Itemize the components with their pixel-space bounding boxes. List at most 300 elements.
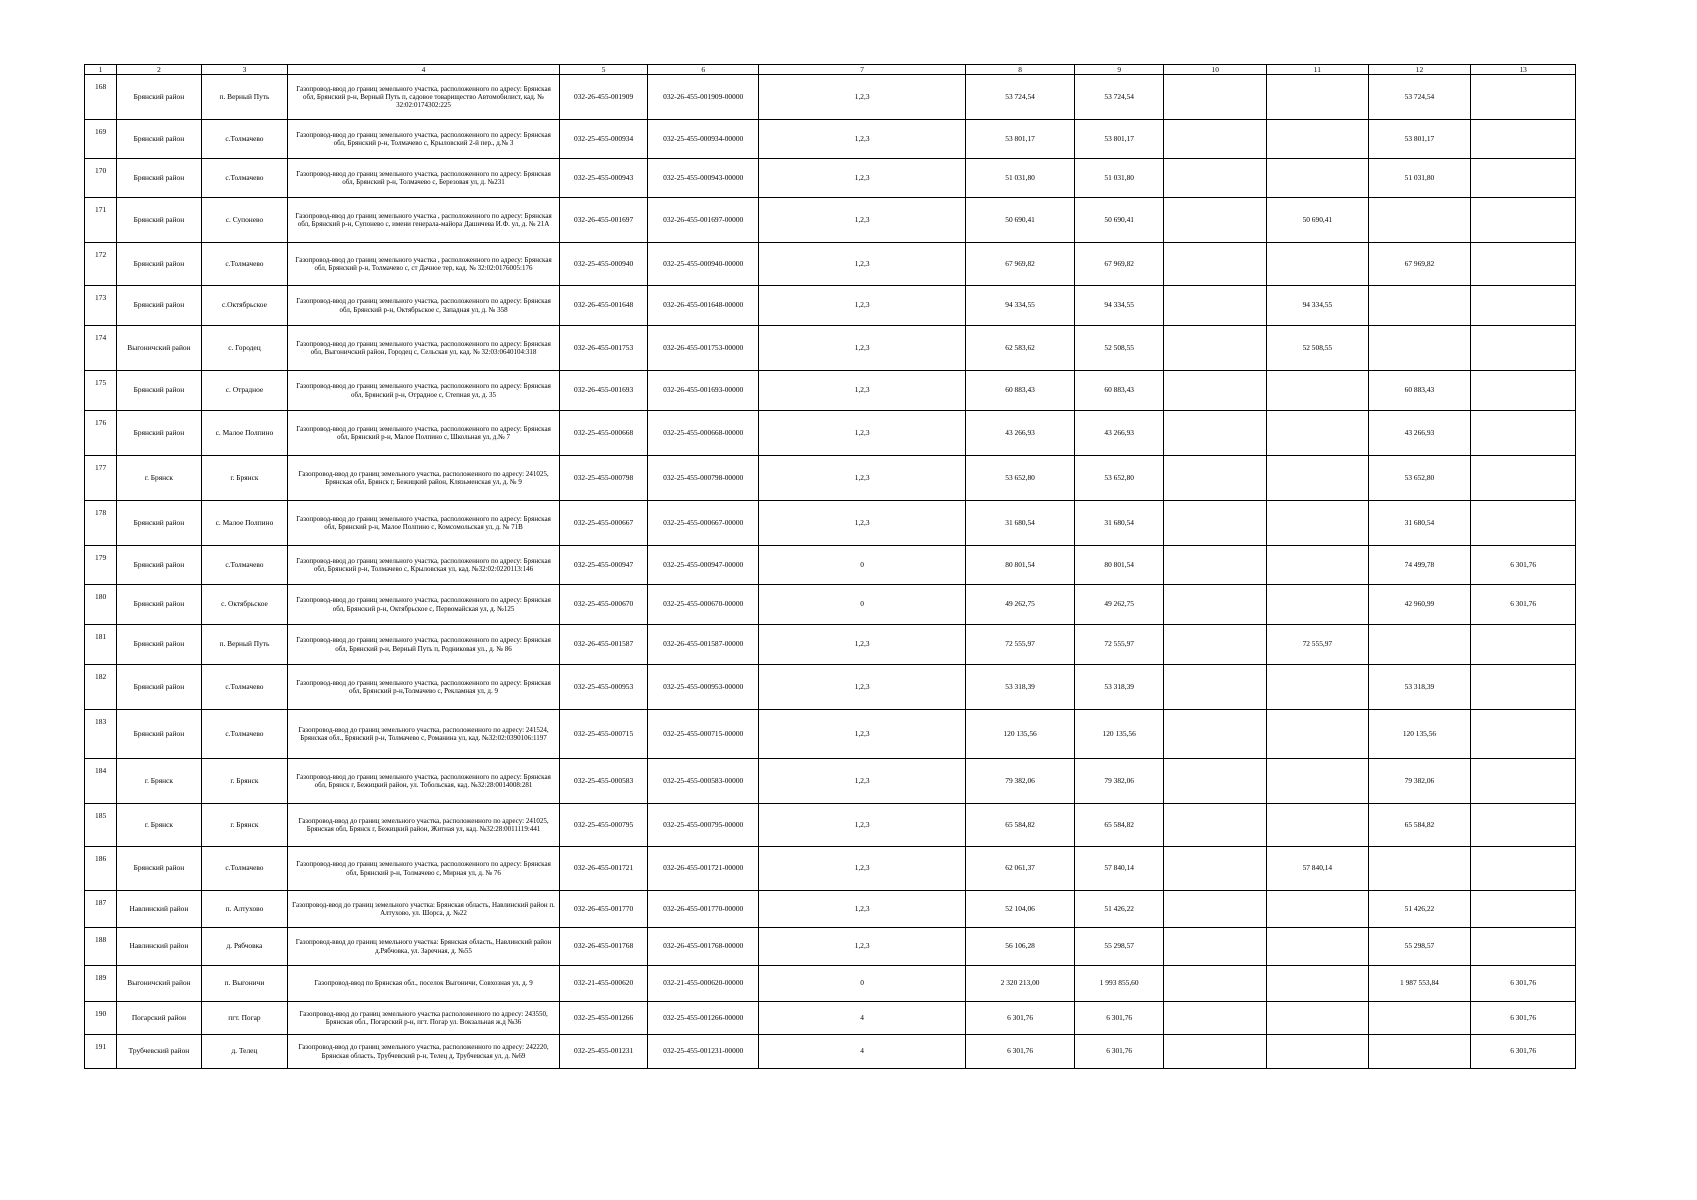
value-col-8-cell: 120 135,56 — [966, 710, 1075, 759]
value-col-9-cell: 51 426,22 — [1074, 891, 1164, 928]
inventory-number-cell: 032-25-455-001231 — [559, 1035, 648, 1069]
value-col-12-cell: 42 960,99 — [1368, 585, 1471, 625]
row-number-cell: 173 — [85, 286, 117, 326]
locality-cell: с.Толмачево — [201, 243, 288, 286]
value-col-8-cell: 52 104,06 — [966, 891, 1075, 928]
table-row — [85, 159, 1576, 198]
category-cell: 1,2,3 — [759, 804, 966, 847]
table-row — [85, 625, 1576, 665]
value-col-11-cell — [1267, 546, 1369, 585]
district-cell: Навлинский район — [117, 891, 202, 928]
object-description-cell: Газопровод-ввод до границ земельного участка, расположенного по адресу: Брянская обл, Брянский р-н, Октябрьское с, Западная ул, д. № 358 — [288, 286, 560, 326]
value-col-12-cell: 53 801,17 — [1368, 120, 1471, 159]
locality-cell: пгт. Погар — [201, 1002, 288, 1035]
value-col-8-cell: 72 555,97 — [966, 625, 1075, 665]
category-cell: 1,2,3 — [759, 501, 966, 546]
row-number-cell: 175 — [85, 371, 117, 411]
district-cell: Брянский район — [117, 625, 202, 665]
inventory-number-cell: 032-25-455-000667 — [559, 501, 648, 546]
value-col-10-cell — [1164, 804, 1267, 847]
table-row — [85, 546, 1576, 585]
table-row — [85, 501, 1576, 546]
locality-cell: с.Толмачево — [201, 710, 288, 759]
table-row — [85, 891, 1576, 928]
value-col-11-cell — [1267, 891, 1369, 928]
inventory-number-cell: 032-26-455-001587 — [559, 625, 648, 665]
object-description-cell: Газопровод-ввод по Брянская обл., поселок Выгоничи, Совхозная ул, д. 9 — [288, 966, 560, 1002]
object-code-cell: 032-26-455-001909-00000 — [648, 75, 759, 120]
object-description-cell: Газопровод-ввод до границ земельного участка, расположенного по адресу: Брянская обл, Брянск г, Бежицкий район, ул. Тобольская, кад. №32:28:0014008:281 — [288, 759, 560, 804]
locality-cell: с. Супонево — [201, 198, 288, 243]
value-col-9-cell: 120 135,56 — [1074, 710, 1164, 759]
value-col-12-cell — [1368, 198, 1471, 243]
inventory-number-cell: 032-25-455-000934 — [559, 120, 648, 159]
value-col-10-cell — [1164, 710, 1267, 759]
gas-pipeline-register-table — [84, 64, 1576, 1069]
category-cell: 1,2,3 — [759, 759, 966, 804]
value-col-12-cell: 53 318,39 — [1368, 665, 1471, 710]
object-description-cell: Газопровод-ввод до границ земельного участка, расположенного по адресу: 241025, Брянская обл, Брянск г, Бежицкий район, Житная ул, кад. №32:28:0011119:441 — [288, 804, 560, 847]
category-cell: 0 — [759, 585, 966, 625]
value-col-12-cell — [1368, 847, 1471, 891]
row-number-cell: 190 — [85, 1002, 117, 1035]
object-description-cell: Газопровод-ввод до границ земельного участка, расположенного по адресу: Брянская обл, Брянский р-н, Малое Полпино с, Комсомольская ул, д. № 71В — [288, 501, 560, 546]
locality-cell: п. Верный Путь — [201, 75, 288, 120]
category-cell: 1,2,3 — [759, 286, 966, 326]
value-col-13-cell — [1471, 891, 1576, 928]
value-col-11-cell — [1267, 501, 1369, 546]
value-col-9-cell: 53 652,80 — [1074, 456, 1164, 501]
value-col-10-cell — [1164, 665, 1267, 710]
value-col-13-cell — [1471, 411, 1576, 456]
value-col-13-cell — [1471, 928, 1576, 966]
table-row — [85, 759, 1576, 804]
category-cell: 1,2,3 — [759, 928, 966, 966]
district-cell: Навлинский район — [117, 928, 202, 966]
row-number-cell: 169 — [85, 120, 117, 159]
value-col-9-cell: 6 301,76 — [1074, 1002, 1164, 1035]
object-code-cell: 032-25-455-000943-00000 — [648, 159, 759, 198]
value-col-10-cell — [1164, 585, 1267, 625]
row-number-cell: 182 — [85, 665, 117, 710]
value-col-10-cell — [1164, 1002, 1267, 1035]
district-cell: Выгоничский район — [117, 966, 202, 1002]
value-col-9-cell: 55 298,57 — [1074, 928, 1164, 966]
row-number-cell: 183 — [85, 710, 117, 759]
value-col-13-cell: 6 301,76 — [1471, 546, 1576, 585]
value-col-10-cell — [1164, 759, 1267, 804]
district-cell: Брянский район — [117, 75, 202, 120]
object-code-cell: 032-25-455-000947-00000 — [648, 546, 759, 585]
column-number-header: 5 — [559, 65, 648, 75]
object-code-cell: 032-25-455-000583-00000 — [648, 759, 759, 804]
value-col-8-cell: 56 106,28 — [966, 928, 1075, 966]
value-col-13-cell — [1471, 326, 1576, 371]
column-number-header: 6 — [648, 65, 759, 75]
value-col-12-cell: 31 680,54 — [1368, 501, 1471, 546]
value-col-8-cell: 49 262,75 — [966, 585, 1075, 625]
object-description-cell: Газопровод-ввод до границ земельного участка расположенного по адресу: 243550, Брянская обл., Погарский р-н, пгт. Погар ул. Вокзальная ж.д №36 — [288, 1002, 560, 1035]
table-row — [85, 710, 1576, 759]
value-col-13-cell — [1471, 625, 1576, 665]
inventory-number-cell: 032-26-455-001697 — [559, 198, 648, 243]
inventory-number-cell: 032-25-455-000668 — [559, 411, 648, 456]
table-body — [85, 75, 1576, 1069]
value-col-8-cell: 53 801,17 — [966, 120, 1075, 159]
value-col-8-cell: 65 584,82 — [966, 804, 1075, 847]
object-description-cell: Газопровод-ввод до границ земельного участка, расположенного по адресу: Брянская обл, Брянский р-н, Малое Полпино с, Школьная ул, д.№ 7 — [288, 411, 560, 456]
locality-cell: г. Брянск — [201, 759, 288, 804]
locality-cell: с.Толмачево — [201, 120, 288, 159]
inventory-number-cell: 032-25-455-000670 — [559, 585, 648, 625]
category-cell: 1,2,3 — [759, 710, 966, 759]
value-col-8-cell: 2 320 213,00 — [966, 966, 1075, 1002]
value-col-10-cell — [1164, 411, 1267, 456]
value-col-11-cell: 94 334,55 — [1267, 286, 1369, 326]
value-col-8-cell: 94 334,55 — [966, 286, 1075, 326]
district-cell: Трубчевский район — [117, 1035, 202, 1069]
category-cell: 1,2,3 — [759, 198, 966, 243]
object-code-cell: 032-26-455-001693-00000 — [648, 371, 759, 411]
object-code-cell: 032-25-455-000668-00000 — [648, 411, 759, 456]
inventory-number-cell: 032-25-455-001266 — [559, 1002, 648, 1035]
value-col-9-cell: 51 031,80 — [1074, 159, 1164, 198]
inventory-number-cell: 032-25-455-000947 — [559, 546, 648, 585]
row-number-cell: 171 — [85, 198, 117, 243]
inventory-number-cell: 032-26-455-001768 — [559, 928, 648, 966]
row-number-cell: 178 — [85, 501, 117, 546]
table-header — [85, 65, 1576, 75]
value-col-8-cell: 6 301,76 — [966, 1035, 1075, 1069]
column-number-header: 1 — [85, 65, 117, 75]
object-description-cell: Газопровод-ввод до границ земельного участка , расположенного по адресу: Брянская обл, Брянский р-н, Супонево с, имени генерала-майора Дашичева И.Ф. ул, д. № 21А — [288, 198, 560, 243]
value-col-12-cell: 120 135,56 — [1368, 710, 1471, 759]
value-col-12-cell — [1368, 625, 1471, 665]
category-cell: 1,2,3 — [759, 243, 966, 286]
value-col-13-cell — [1471, 759, 1576, 804]
value-col-12-cell: 51 031,80 — [1368, 159, 1471, 198]
value-col-11-cell — [1267, 585, 1369, 625]
value-col-13-cell: 6 301,76 — [1471, 1002, 1576, 1035]
district-cell: г. Брянск — [117, 804, 202, 847]
value-col-10-cell — [1164, 546, 1267, 585]
value-col-11-cell: 50 690,41 — [1267, 198, 1369, 243]
value-col-11-cell — [1267, 710, 1369, 759]
category-cell: 1,2,3 — [759, 665, 966, 710]
value-col-10-cell — [1164, 286, 1267, 326]
object-description-cell: Газопровод-ввод до границ земельного участка, расположенного по адресу: 241025, Брянская обл, Брянск г, Бежицкий район, Клязьменская ул, д. № 9 — [288, 456, 560, 501]
value-col-9-cell: 53 724,54 — [1074, 75, 1164, 120]
category-cell: 1,2,3 — [759, 326, 966, 371]
row-number-cell: 177 — [85, 456, 117, 501]
value-col-12-cell: 55 298,57 — [1368, 928, 1471, 966]
object-description-cell: Газопровод-ввод до границ земельного участка, расположенного по адресу: Брянская обл, Выгоничский район, Городец с, Сельская ул, кад. № 32:03:0640104:318 — [288, 326, 560, 371]
value-col-13-cell — [1471, 286, 1576, 326]
category-cell: 4 — [759, 1002, 966, 1035]
value-col-13-cell — [1471, 120, 1576, 159]
value-col-11-cell — [1267, 371, 1369, 411]
column-number-header: 8 — [966, 65, 1075, 75]
row-number-cell: 172 — [85, 243, 117, 286]
district-cell: Брянский район — [117, 198, 202, 243]
row-number-cell: 176 — [85, 411, 117, 456]
column-number-header: 11 — [1267, 65, 1369, 75]
table-row — [85, 1035, 1576, 1069]
category-cell: 1,2,3 — [759, 159, 966, 198]
row-number-cell: 187 — [85, 891, 117, 928]
table-row — [85, 847, 1576, 891]
value-col-8-cell: 53 724,54 — [966, 75, 1075, 120]
table-row — [85, 243, 1576, 286]
value-col-9-cell: 6 301,76 — [1074, 1035, 1164, 1069]
object-code-cell: 032-25-455-000940-00000 — [648, 243, 759, 286]
district-cell: Брянский район — [117, 159, 202, 198]
column-number-header: 7 — [759, 65, 966, 75]
value-col-11-cell — [1267, 120, 1369, 159]
column-number-row — [85, 65, 1576, 75]
value-col-13-cell: 6 301,76 — [1471, 585, 1576, 625]
value-col-11-cell — [1267, 159, 1369, 198]
district-cell: Брянский район — [117, 710, 202, 759]
locality-cell: г. Брянск — [201, 456, 288, 501]
value-col-13-cell — [1471, 804, 1576, 847]
value-col-11-cell — [1267, 75, 1369, 120]
object-description-cell: Газопровод-ввод до границ земельного участка , расположенного по адресу: Брянская обл, Брянский р-н, Толмачево с, ст Дачное тер, кад. № 32:02:0176005:176 — [288, 243, 560, 286]
inventory-number-cell: 032-25-455-000940 — [559, 243, 648, 286]
object-code-cell: 032-25-455-000795-00000 — [648, 804, 759, 847]
locality-cell: п. Выгоничи — [201, 966, 288, 1002]
object-description-cell: Газопровод-ввод до границ земельного участка, расположенного по адресу: Брянская обл, Брянский р-н, Толмачево с, Крыловская ул, кад. №32:02:0220113:146 — [288, 546, 560, 585]
value-col-12-cell — [1368, 1002, 1471, 1035]
row-number-cell: 185 — [85, 804, 117, 847]
category-cell: 1,2,3 — [759, 456, 966, 501]
value-col-8-cell: 53 318,39 — [966, 665, 1075, 710]
category-cell: 1,2,3 — [759, 75, 966, 120]
object-code-cell: 032-25-455-001266-00000 — [648, 1002, 759, 1035]
column-number-header: 3 — [201, 65, 288, 75]
object-code-cell: 032-25-455-000934-00000 — [648, 120, 759, 159]
category-cell: 1,2,3 — [759, 120, 966, 159]
column-number-header: 10 — [1164, 65, 1267, 75]
value-col-8-cell: 67 969,82 — [966, 243, 1075, 286]
inventory-number-cell: 032-25-455-000798 — [559, 456, 648, 501]
value-col-8-cell: 79 382,06 — [966, 759, 1075, 804]
value-col-12-cell: 65 584,82 — [1368, 804, 1471, 847]
object-description-cell: Газопровод-ввод до границ земельного участка, расположенного по адресу: 242220, Брянская область, Трубчевский р-н, Телец д, Трубчевская ул, д. №69 — [288, 1035, 560, 1069]
table-row — [85, 928, 1576, 966]
column-number-header: 12 — [1368, 65, 1471, 75]
value-col-8-cell: 62 583,62 — [966, 326, 1075, 371]
category-cell: 1,2,3 — [759, 625, 966, 665]
value-col-13-cell: 6 301,76 — [1471, 1035, 1576, 1069]
value-col-8-cell: 43 266,93 — [966, 411, 1075, 456]
inventory-number-cell: 032-25-455-000943 — [559, 159, 648, 198]
value-col-9-cell: 79 382,06 — [1074, 759, 1164, 804]
object-description-cell: Газопровод-ввод до границ земельного участка, расположенного по адресу: 241524, Брянская обл., Брянский р-н, Толмачево с, Романина ул, кад. №32:02:0390106:1197 — [288, 710, 560, 759]
value-col-10-cell — [1164, 326, 1267, 371]
object-description-cell: Газопровод-ввод до границ земельного участка, расположенного по адресу: Брянская обл, Брянский р-н, Верный Путь п, садовое товарищество Автомобилист, кад. № 32:02:0174302:225 — [288, 75, 560, 120]
locality-cell: с.Толмачево — [201, 159, 288, 198]
inventory-number-cell: 032-21-455-000620 — [559, 966, 648, 1002]
locality-cell: п. Алтухово — [201, 891, 288, 928]
value-col-13-cell: 6 301,76 — [1471, 966, 1576, 1002]
locality-cell: с.Октябрьское — [201, 286, 288, 326]
value-col-12-cell: 51 426,22 — [1368, 891, 1471, 928]
value-col-10-cell — [1164, 966, 1267, 1002]
value-col-11-cell — [1267, 928, 1369, 966]
district-cell: Брянский район — [117, 501, 202, 546]
column-number-header: 9 — [1074, 65, 1164, 75]
value-col-9-cell: 94 334,55 — [1074, 286, 1164, 326]
object-code-cell: 032-25-455-000953-00000 — [648, 665, 759, 710]
locality-cell: с. Отрадное — [201, 371, 288, 411]
table-row — [85, 665, 1576, 710]
value-col-13-cell — [1471, 501, 1576, 546]
object-code-cell: 032-25-455-001231-00000 — [648, 1035, 759, 1069]
row-number-cell: 191 — [85, 1035, 117, 1069]
object-code-cell: 032-26-455-001697-00000 — [648, 198, 759, 243]
value-col-9-cell: 53 318,39 — [1074, 665, 1164, 710]
value-col-13-cell — [1471, 847, 1576, 891]
row-number-cell: 188 — [85, 928, 117, 966]
inventory-number-cell: 032-26-455-001770 — [559, 891, 648, 928]
value-col-10-cell — [1164, 625, 1267, 665]
column-number-header: 13 — [1471, 65, 1576, 75]
row-number-cell: 168 — [85, 75, 117, 120]
locality-cell: д. Рябчовка — [201, 928, 288, 966]
value-col-12-cell: 1 987 553,84 — [1368, 966, 1471, 1002]
value-col-8-cell: 50 690,41 — [966, 198, 1075, 243]
inventory-number-cell: 032-26-455-001693 — [559, 371, 648, 411]
inventory-number-cell: 032-26-455-001753 — [559, 326, 648, 371]
object-description-cell: Газопровод-ввод до границ земельного участка, расположенного по адресу: Брянская обл, Брянский р-н, Толмачево с, Крыловский 2-й пер., д.№ 3 — [288, 120, 560, 159]
table-row — [85, 286, 1576, 326]
value-col-13-cell — [1471, 159, 1576, 198]
value-col-9-cell: 1 993 855,60 — [1074, 966, 1164, 1002]
value-col-9-cell: 49 262,75 — [1074, 585, 1164, 625]
locality-cell: с. Октябрьское — [201, 585, 288, 625]
row-number-cell: 186 — [85, 847, 117, 891]
row-number-cell: 189 — [85, 966, 117, 1002]
value-col-12-cell: 53 652,80 — [1368, 456, 1471, 501]
value-col-11-cell — [1267, 665, 1369, 710]
district-cell: Брянский район — [117, 546, 202, 585]
district-cell: Брянский район — [117, 371, 202, 411]
locality-cell: с.Толмачево — [201, 847, 288, 891]
value-col-10-cell — [1164, 75, 1267, 120]
value-col-11-cell — [1267, 1002, 1369, 1035]
value-col-10-cell — [1164, 847, 1267, 891]
value-col-13-cell — [1471, 665, 1576, 710]
locality-cell: д. Телец — [201, 1035, 288, 1069]
value-col-10-cell — [1164, 198, 1267, 243]
object-code-cell: 032-25-455-000670-00000 — [648, 585, 759, 625]
inventory-number-cell: 032-25-455-000715 — [559, 710, 648, 759]
table-row — [85, 1002, 1576, 1035]
category-cell: 0 — [759, 966, 966, 1002]
value-col-9-cell: 50 690,41 — [1074, 198, 1164, 243]
value-col-9-cell: 72 555,97 — [1074, 625, 1164, 665]
value-col-12-cell: 74 499,78 — [1368, 546, 1471, 585]
value-col-9-cell: 43 266,93 — [1074, 411, 1164, 456]
value-col-10-cell — [1164, 928, 1267, 966]
locality-cell: г. Брянск — [201, 804, 288, 847]
category-cell: 1,2,3 — [759, 847, 966, 891]
object-description-cell: Газопровод-ввод до границ земельного участка, расположенного по адресу: Брянская обл, Брянский р-н, Толмачево с, Березовая ул, д. №231 — [288, 159, 560, 198]
locality-cell: с. Малое Полпино — [201, 501, 288, 546]
locality-cell: п. Верный Путь — [201, 625, 288, 665]
value-col-11-cell: 57 840,14 — [1267, 847, 1369, 891]
value-col-9-cell: 52 508,55 — [1074, 326, 1164, 371]
inventory-number-cell: 032-25-455-000953 — [559, 665, 648, 710]
object-description-cell: Газопровод-ввод до границ земельного участка, расположенного по адресу: Брянская обл, Брянский р-н,Толмачево с, Рекламная ул, д. 9 — [288, 665, 560, 710]
inventory-number-cell: 032-25-455-000583 — [559, 759, 648, 804]
value-col-12-cell: 67 969,82 — [1368, 243, 1471, 286]
object-code-cell: 032-26-455-001648-00000 — [648, 286, 759, 326]
value-col-11-cell: 72 555,97 — [1267, 625, 1369, 665]
value-col-13-cell — [1471, 456, 1576, 501]
value-col-13-cell — [1471, 710, 1576, 759]
district-cell: Погарский район — [117, 1002, 202, 1035]
table-row — [85, 804, 1576, 847]
value-col-8-cell: 62 061,37 — [966, 847, 1075, 891]
value-col-8-cell: 60 883,43 — [966, 371, 1075, 411]
table-row — [85, 371, 1576, 411]
value-col-10-cell — [1164, 243, 1267, 286]
district-cell: Брянский район — [117, 585, 202, 625]
row-number-cell: 170 — [85, 159, 117, 198]
district-cell: Брянский район — [117, 120, 202, 159]
object-description-cell: Газопровод-ввод до границ земельного участка, расположенного по адресу: Брянская обл, Брянский р-н, Отрадное с, Степная ул, д. 35 — [288, 371, 560, 411]
value-col-8-cell: 31 680,54 — [966, 501, 1075, 546]
row-number-cell: 179 — [85, 546, 117, 585]
value-col-10-cell — [1164, 159, 1267, 198]
locality-cell: с. Малое Полпино — [201, 411, 288, 456]
object-code-cell: 032-26-455-001587-00000 — [648, 625, 759, 665]
value-col-12-cell: 60 883,43 — [1368, 371, 1471, 411]
inventory-number-cell: 032-25-455-000795 — [559, 804, 648, 847]
value-col-13-cell — [1471, 75, 1576, 120]
object-code-cell: 032-25-455-000667-00000 — [648, 501, 759, 546]
row-number-cell: 181 — [85, 625, 117, 665]
value-col-11-cell: 52 508,55 — [1267, 326, 1369, 371]
value-col-9-cell: 67 969,82 — [1074, 243, 1164, 286]
object-description-cell: Газопровод-ввод до границ земельного участка: Брянская область, Навлинский район д.Рябчовка, ул. Заречная, д. №55 — [288, 928, 560, 966]
object-code-cell: 032-25-455-000798-00000 — [648, 456, 759, 501]
value-col-10-cell — [1164, 891, 1267, 928]
value-col-11-cell — [1267, 966, 1369, 1002]
district-cell: Выгоничский район — [117, 326, 202, 371]
table-row — [85, 456, 1576, 501]
district-cell: г. Брянск — [117, 456, 202, 501]
inventory-number-cell: 032-26-455-001909 — [559, 75, 648, 120]
object-code-cell: 032-26-455-001770-00000 — [648, 891, 759, 928]
locality-cell: с. Городец — [201, 326, 288, 371]
value-col-10-cell — [1164, 456, 1267, 501]
table-row — [85, 326, 1576, 371]
value-col-9-cell: 65 584,82 — [1074, 804, 1164, 847]
value-col-13-cell — [1471, 243, 1576, 286]
category-cell: 1,2,3 — [759, 891, 966, 928]
district-cell: Брянский район — [117, 243, 202, 286]
column-number-header: 4 — [288, 65, 560, 75]
table-row — [85, 411, 1576, 456]
object-description-cell: Газопровод-ввод до границ земельного участка: Брянская область, Навлинский район п. Алтухово, ул. Шорса, д. №22 — [288, 891, 560, 928]
value-col-11-cell — [1267, 804, 1369, 847]
locality-cell: с.Толмачево — [201, 665, 288, 710]
object-description-cell: Газопровод-ввод до границ земельного участка, расположенного по адресу: Брянская обл, Брянский р-н, Октябрьское с, Первомайская ул, д. №125 — [288, 585, 560, 625]
district-cell: Брянский район — [117, 665, 202, 710]
